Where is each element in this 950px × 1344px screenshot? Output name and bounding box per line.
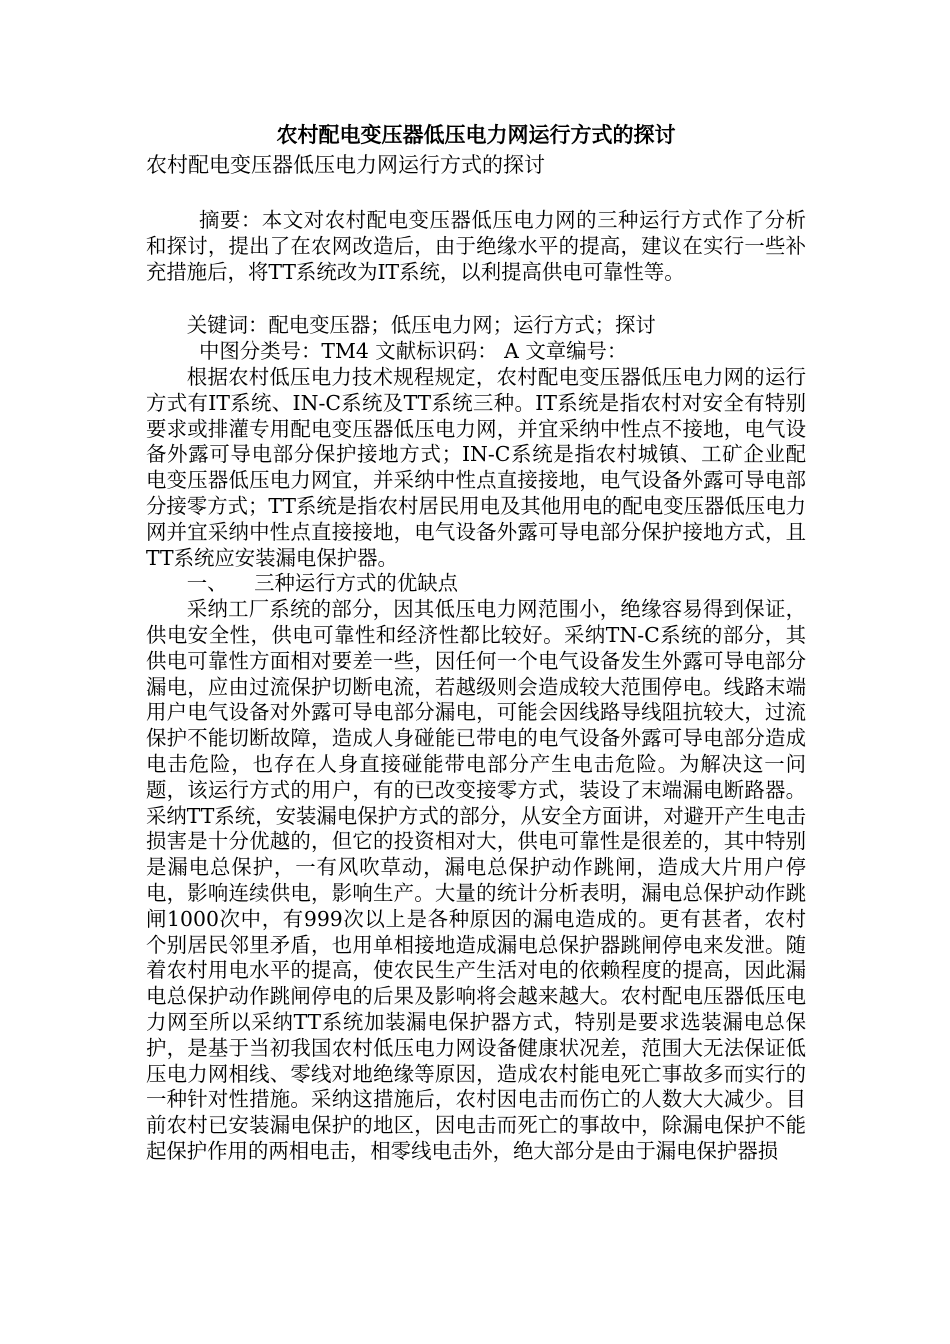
document-page	[146, 120, 806, 1165]
section-1-title: 三种运行方式的优缺点	[254, 571, 458, 596]
document-title: 农村配电变压器低压电力网运行方式的探讨	[276, 122, 676, 147]
classification-line: 中图分类号：TM4 文献标识码： A 文章编号：	[199, 339, 628, 364]
abstract-paragraph: 摘要：本文对农村配电变压器低压电力网的三种运行方式作了分析和探讨，提出了在农网改造后，由于绝缘水平的提高，建议在实行一些补充措施后，将TT系统改为IT系统，以利提高供电可靠性等。	[146, 208, 806, 284]
document-subtitle: 农村配电变压器低压电力网运行方式的探讨	[146, 153, 545, 177]
section-1-heading	[146, 571, 806, 597]
intro-paragraph: 根据农村低压电力技术规程规定，农村配电变压器低压电力网的运行方式有IT系统、IN-C系统及TT系统三种。IT系统是指农村对安全有特别要求或排灌专用配电变压器低压电力网，并宜采纳中性点不接地，电气设备外露可导电部分保护接地方式；IN-C系统是指农村城镇、工矿企业配电变压器低压电力网宜，并采纳中性点直接接地，电气设备外露可导电部分接零方式；TT系统是指农村居民用电及其他用电的配电变压器低压电力网并宜采纳中性点直接接地，电气设备外露可导电部分保护接地方式，且TT系统应安装漏电保护器。	[146, 364, 806, 570]
section-1-paragraph: 采纳工厂系统的部分，因其低压电力网范围小，绝缘容易得到保证，供电安全性，供电可靠性和经济性都比较好。采纳TN-C系统的部分，其供电可靠性方面相对要差一些，因任何一个电气设备发生外露可导电部分漏电，应由过流保护切断电流，若越级则会造成较大范围停电。线路末端用户电气设备对外露可导电部分漏电，可能会因线路导线阻抗较大，过流保护不能切断故障，造成人身碰能已带电的电气设备外露可导电部分造成电击危险，也存在人身直接碰能带电部分产生电击危险。为解决这一问题，该运行方式的用户，有的已改变接零方式，装设了末端漏电断路器。采纳TT系统，安装漏电保护方式的部分，从安全方面讲，对避开产生电击损害是十分优越的，但它的投资相对大，供电可靠性是很差的，其中特别是漏电总保护，一有风吹草动，漏电总保护动作跳闸，造成大片用户停电，影响连续供电，影响生产。大量的统计分析表明，漏电总保护动作跳闸1000次中，有999次以上是各种原因的漏电造成的。更有甚者，农村个别居民邻里矛盾，也用单相接地造成漏电总保护器跳闸停电来发泄。随着农村用电水平的提高，使农民生产生活对电的依赖程度的提高，因此漏电总保护动作跳闸停电的后果及影响将会越来越大。农村配电压器低压电力网至所以采纳TT系统加装漏电保护器方式，特别是要求选装漏电总保护，是基于当初我国农村低压电力网设备健康状况差，范围大无法保证低压电力网相线、零线对地绝缘等原因，造成农村能电死亡事故多而实行的一种针对性措施。采纳这措施后，农村因电击而伤亡的人数大大减少。目前农村已安装漏电保护的地区，因电击而死亡的事故中，除漏电保护不能起保护作用的两相电击，相零线电击外，绝大部分是由于漏电保护器损	[146, 597, 806, 1163]
keywords-line: 关键词：配电变压器；低压电力网；运行方式；探讨	[186, 313, 656, 338]
section-1-number: 一、	[186, 571, 228, 596]
